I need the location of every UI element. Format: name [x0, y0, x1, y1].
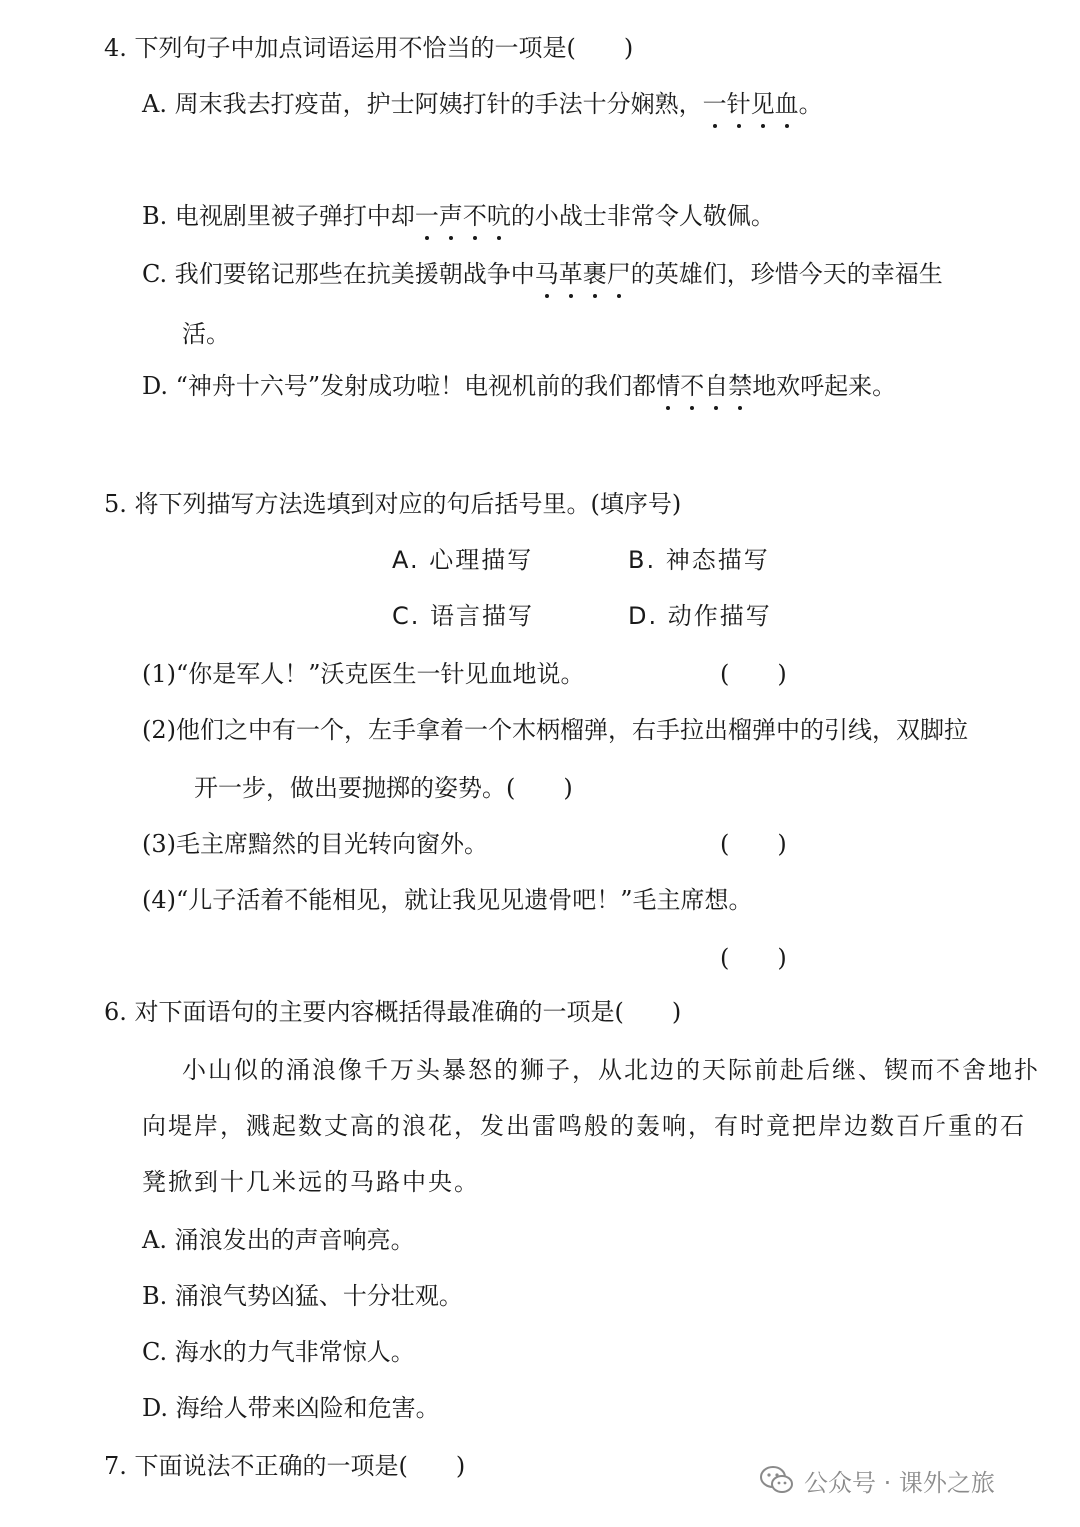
q4-option-c-cont: 活。	[182, 320, 230, 348]
emphasis-char: 裹	[582, 260, 607, 288]
q4-stem: 4. 下列句子中加点词语运用不恰当的一项是( )	[104, 34, 634, 62]
q6-option-b: B. 涌浪气势凶猛、十分壮观。	[142, 1282, 463, 1310]
emphasis-char: 不	[462, 202, 487, 230]
watermark-text: 公众号 · 课外之旅	[804, 1468, 995, 1497]
q5-option-a: A. 心理描写	[392, 546, 534, 574]
q6-option-d: D. 海给人带来凶险和危害。	[142, 1394, 440, 1422]
q4-option-c: C. 我们要铭记那些在抗美援朝战争中马革裹尸的英雄们，珍惜今天的幸福生	[142, 260, 943, 288]
watermark	[760, 1460, 995, 1500]
wechat-icon	[760, 1465, 794, 1495]
q6-stem: 6. 对下面语句的主要内容概括得最准确的一项是( )	[104, 998, 682, 1026]
emphasis-char: 声	[438, 202, 463, 230]
q5-item-3: (3)毛主席黯然的目光转向窗外。	[142, 830, 488, 858]
emphasis-char: 一	[702, 90, 727, 118]
q6-passage-line-2: 向堤岸，溅起数丈高的浪花，发出雷鸣般的轰响，有时竟把岸边数百斤重的石	[142, 1112, 1026, 1140]
q5-option-d: D. 动作描写	[628, 602, 772, 630]
q5-option-b: B. 神态描写	[628, 546, 770, 574]
q4-option-d: D. “神舟十六号”发射成功啦！电视机前的我们都情不自禁地欢呼起来。	[142, 372, 897, 400]
q6-option-a: A. 涌浪发出的声音响亮。	[142, 1226, 415, 1254]
q5-option-c: C. 语言描写	[392, 602, 535, 630]
q5-stem: 5. 将下列描写方法选填到对应的句后括号里。(填序号)	[104, 490, 682, 518]
q5-item-2-cont: 开一步，做出要抛掷的姿势。( )	[194, 774, 573, 802]
q6-passage-line-1: 小山似的涌浪像千万头暴怒的狮子，从北边的天际前赴后继、锲而不舍地扑	[182, 1056, 1040, 1084]
q4-a-dotted-word	[703, 88, 799, 120]
q4-c-dotted-word	[535, 258, 631, 290]
q6-passage-line-3: 凳掀到十几米远的马路中央。	[142, 1168, 480, 1196]
q6-option-c: C. 海水的力气非常惊人。	[142, 1338, 415, 1366]
emphasis-char: 针	[726, 90, 751, 118]
q4-b-dotted-word	[415, 200, 511, 232]
emphasis-char: 革	[558, 260, 583, 288]
q4-option-a: A. 周末我去打疫苗，护士阿姨打针的手法十分娴熟，一针见血。	[142, 90, 823, 118]
q5-item-1-blank[interactable]: ( )	[720, 660, 787, 688]
emphasis-char: 情	[656, 372, 681, 400]
emphasis-char: 血	[774, 90, 799, 118]
emphasis-char: 吭	[486, 202, 511, 230]
q4-d-dotted-word	[656, 370, 752, 402]
q7-stem: 7. 下面说法不正确的一项是( )	[104, 1452, 466, 1480]
emphasis-char: 禁	[728, 372, 753, 400]
emphasis-char: 不	[680, 372, 705, 400]
emphasis-char: 自	[704, 372, 729, 400]
q4-option-b: B. 电视剧里被子弹打中却一声不吭的小战士非常令人敬佩。	[142, 202, 775, 230]
q5-item-1: (1)“你是军人！”沃克医生一针见血地说。	[142, 660, 585, 688]
q5-item-4: (4)“儿子活着不能相见，就让我见见遗骨吧！”毛主席想。	[142, 886, 753, 914]
q5-item-4-blank[interactable]: ( )	[720, 944, 787, 972]
q5-item-3-blank[interactable]: ( )	[720, 830, 787, 858]
emphasis-char: 见	[750, 90, 775, 118]
emphasis-char: 尸	[606, 260, 631, 288]
emphasis-char: 马	[534, 260, 559, 288]
q5-item-2: (2)他们之中有一个，左手拿着一个木柄榴弹，右手拉出榴弹中的引线，双脚拉	[142, 716, 968, 744]
emphasis-char: 一	[414, 202, 439, 230]
